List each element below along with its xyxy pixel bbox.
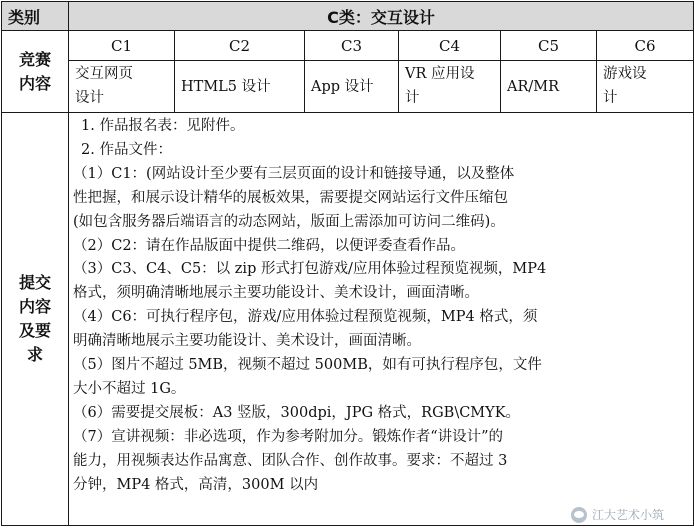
requirement-line: （4）C6：可执行程序包，游戏/应用体验过程预览视频，MP4 格式，须: [73, 309, 538, 326]
wechat-icon: [571, 507, 587, 523]
requirement-line: （7）宣讲视频：非必选项，作为参考附加分。锻炼作者“讲设计”的: [73, 428, 504, 445]
cell-line: 设计: [75, 90, 104, 106]
code-c3: C3: [305, 31, 399, 61]
code-c2: C2: [175, 31, 305, 61]
requirement-line: （5）图片不超过 5MB，视频不超过 500MB，如有可执行程序包，文件: [73, 357, 542, 374]
requirement-line: 格式，须明确清晰地展示主要功能设计、美术设计，画面清晰。: [73, 285, 479, 302]
requirement-line: （2）C2：请在作品版面中提供二维码，以便评委查看作品。: [73, 237, 466, 254]
requirement-line: （1）C1：(网站设计至少要有三层页面的设计和链接导通，以及整体: [73, 165, 515, 182]
cell-line: 交互网页: [75, 66, 133, 82]
requirement-line: 1. 作品报名表：见附件。: [81, 118, 245, 134]
code-row: [2, 31, 694, 61]
requirement-line: 2. 作品文件：: [81, 141, 172, 158]
category-c3: [305, 61, 399, 113]
label-line: 竞赛: [18, 49, 51, 69]
competition-table: [1, 1, 694, 526]
cell-line: 计: [603, 90, 618, 106]
header-row: [2, 2, 694, 31]
cell-line: App 设计: [311, 79, 374, 95]
label-line: 提交: [18, 273, 51, 292]
code-c4: C4: [399, 31, 501, 61]
code-c6: C6: [597, 31, 694, 61]
requirement-line: (如包含服务器后端语言的动态网站，版面上需添加可访问二维码)。: [73, 213, 505, 230]
label-line: 求: [26, 345, 43, 364]
category-c1: [69, 61, 175, 113]
requirement-line: （6）需要提交展板：A3 竖版，300dpi，JPG 格式，RGB\CMYK。: [73, 404, 521, 421]
watermark-text: 江大艺术小筑: [591, 508, 664, 522]
requirement-line: （3）C3、C4、C5：以 zip 形式打包游戏/应用体验过程预览视频，MP4: [73, 261, 547, 278]
cell-line: HTML5 设计: [181, 79, 271, 95]
category-header: 类别: [2, 2, 69, 31]
c-category-header: C类：交互设计: [69, 2, 694, 31]
label-line: 内容: [18, 73, 51, 93]
requirements-row: [2, 113, 694, 526]
requirements-label: [2, 113, 69, 526]
cell-line: 游戏设: [603, 66, 647, 82]
requirements-content: [69, 113, 694, 526]
watermark: [571, 506, 664, 523]
requirement-line: 明确清晰地展示主要功能设计、美术设计，画面清晰。: [73, 333, 421, 350]
requirement-line: 分钟，MP4 格式，高清，300M 以内: [73, 476, 319, 493]
contest-content-label: [2, 31, 69, 113]
category-row: [2, 61, 694, 113]
requirement-line: 大小不超过 1G。: [73, 380, 186, 397]
label-line: 内容: [18, 297, 51, 316]
category-c2: [175, 61, 305, 113]
category-c5: [501, 61, 597, 113]
requirement-line: 性把握，和展示设计精华的展板效果，需要提交网站运行文件压缩包: [73, 189, 508, 206]
category-c6: [597, 61, 694, 113]
label-line: 及要: [18, 321, 51, 340]
cell-line: VR 应用设: [405, 66, 475, 82]
requirement-line: 能力，用视频表达作品寓意、团队合作、创作故事。要求：不超过 3: [73, 452, 508, 469]
cell-line: 计: [405, 90, 420, 106]
code-c1: C1: [69, 31, 175, 61]
category-c4: [399, 61, 501, 113]
code-c5: C5: [501, 31, 597, 61]
cell-line: AR/MR: [507, 79, 560, 95]
